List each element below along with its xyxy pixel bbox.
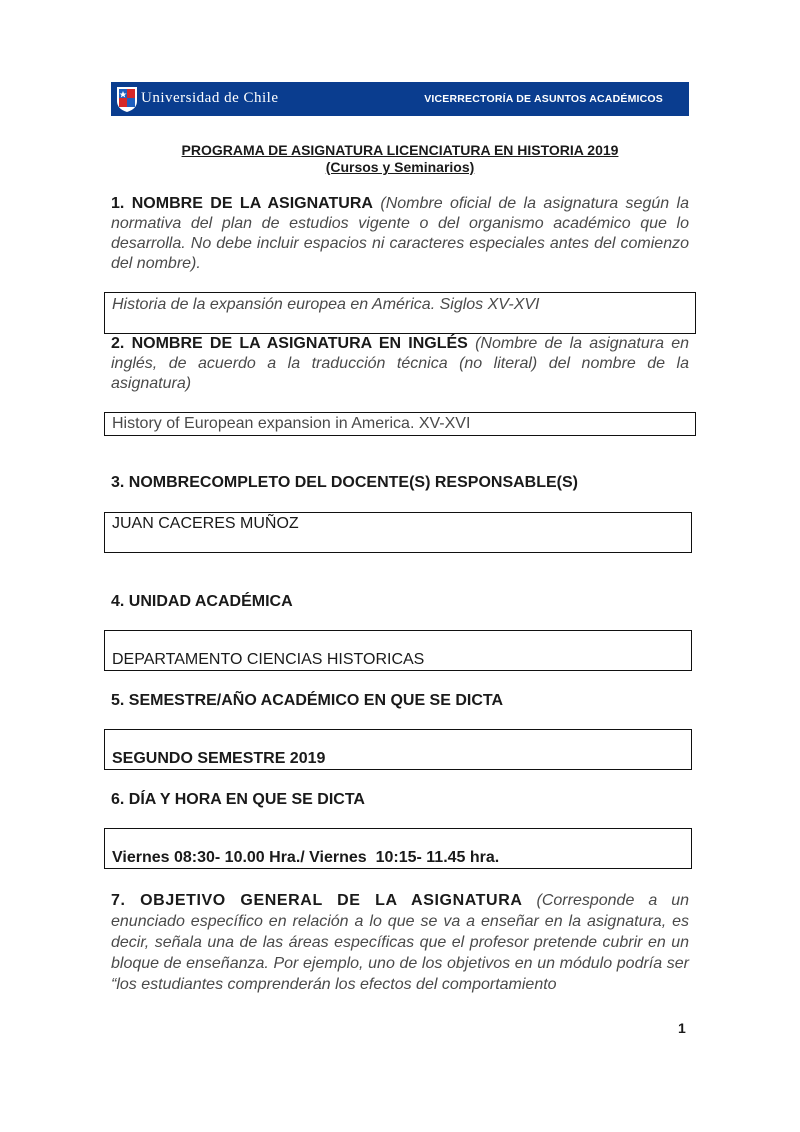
section-7-description: (Corresponde a un enunciado específico en relación a lo que se va a enseñar en la asignatura, es decir, señala una de las áreas específicas que el profesor pretende cubrir en un bloque de enseñanza. Por ejemplo, uno de los objetivos en un módulo podría ser “los estudiantes comprenderán los efectos del comportamiento <box>111 892 689 993</box>
document-title <box>111 142 689 176</box>
header-banner <box>111 82 689 116</box>
section-3-value: JUAN CACERES MUÑOZ <box>112 515 299 532</box>
university-crest-icon <box>115 85 139 113</box>
section-2-value-box <box>104 412 696 436</box>
section-1-description: (Nombre oficial de la asignatura según la normativa del plan de estudios vigente o del organismo académico que lo desarrolla. No debe incluir espacios ni caracteres especiales antes del comienzo del nombre). <box>111 195 690 272</box>
section-1 <box>111 194 689 274</box>
section-4-value-box <box>104 630 692 671</box>
page-number: 1 <box>678 1020 686 1036</box>
section-5-heading: 5. SEMESTRE/AÑO ACADÉMICO EN QUE SE DICTA <box>111 692 504 709</box>
title-line-1: PROGRAMA DE ASIGNATURA LICENCIATURA EN HISTORIA 2019 <box>181 142 619 158</box>
section-7-heading: 7. OBJETIVO GENERAL DE LA ASIGNATURA <box>111 892 523 909</box>
section-5-value: SEGUNDO SEMESTRE 2019 <box>112 750 326 767</box>
section-1-value-box <box>104 292 696 334</box>
section-2-description: (Nombre de la asignatura en inglés, de acuerdo a la traducción técnica (no literal) del nombre de la asignatura) <box>111 335 689 392</box>
title-line-2: (Cursos y Seminarios) <box>325 159 475 175</box>
section-2 <box>111 334 689 394</box>
section-6-heading: 6. DÍA Y HORA EN QUE SE DICTA <box>111 791 365 808</box>
section-3-value-box <box>104 512 692 553</box>
section-2-heading: 2. NOMBRE DE LA ASIGNATURA EN INGLÉS <box>111 335 468 352</box>
section-5-value-box <box>104 729 692 770</box>
section-1-value: Historia de la expansión europea en América. Siglos XV-XVI <box>112 296 540 313</box>
university-name: Universidad de Chile <box>141 90 279 106</box>
section-6-value-box <box>104 828 692 869</box>
section-4-value: DEPARTAMENTO CIENCIAS HISTORICAS <box>112 651 425 668</box>
section-2-value: History of European expansion in America. XV-XVI <box>112 415 471 432</box>
section-6-value: Viernes 08:30- 10.00 Hra./ Viernes 10:15- 11.45 hra. <box>112 849 500 866</box>
section-1-heading: 1. NOMBRE DE LA ASIGNATURA <box>111 195 373 212</box>
section-7 <box>111 890 689 995</box>
section-4-heading: 4. UNIDAD ACADÉMICA <box>111 593 293 610</box>
office-name: VICERRECTORÍA DE ASUNTOS ACADÉMICOS <box>424 93 663 105</box>
section-3-heading: 3. NOMBRECOMPLETO DEL DOCENTE(S) RESPONSABLE(S) <box>111 474 578 491</box>
